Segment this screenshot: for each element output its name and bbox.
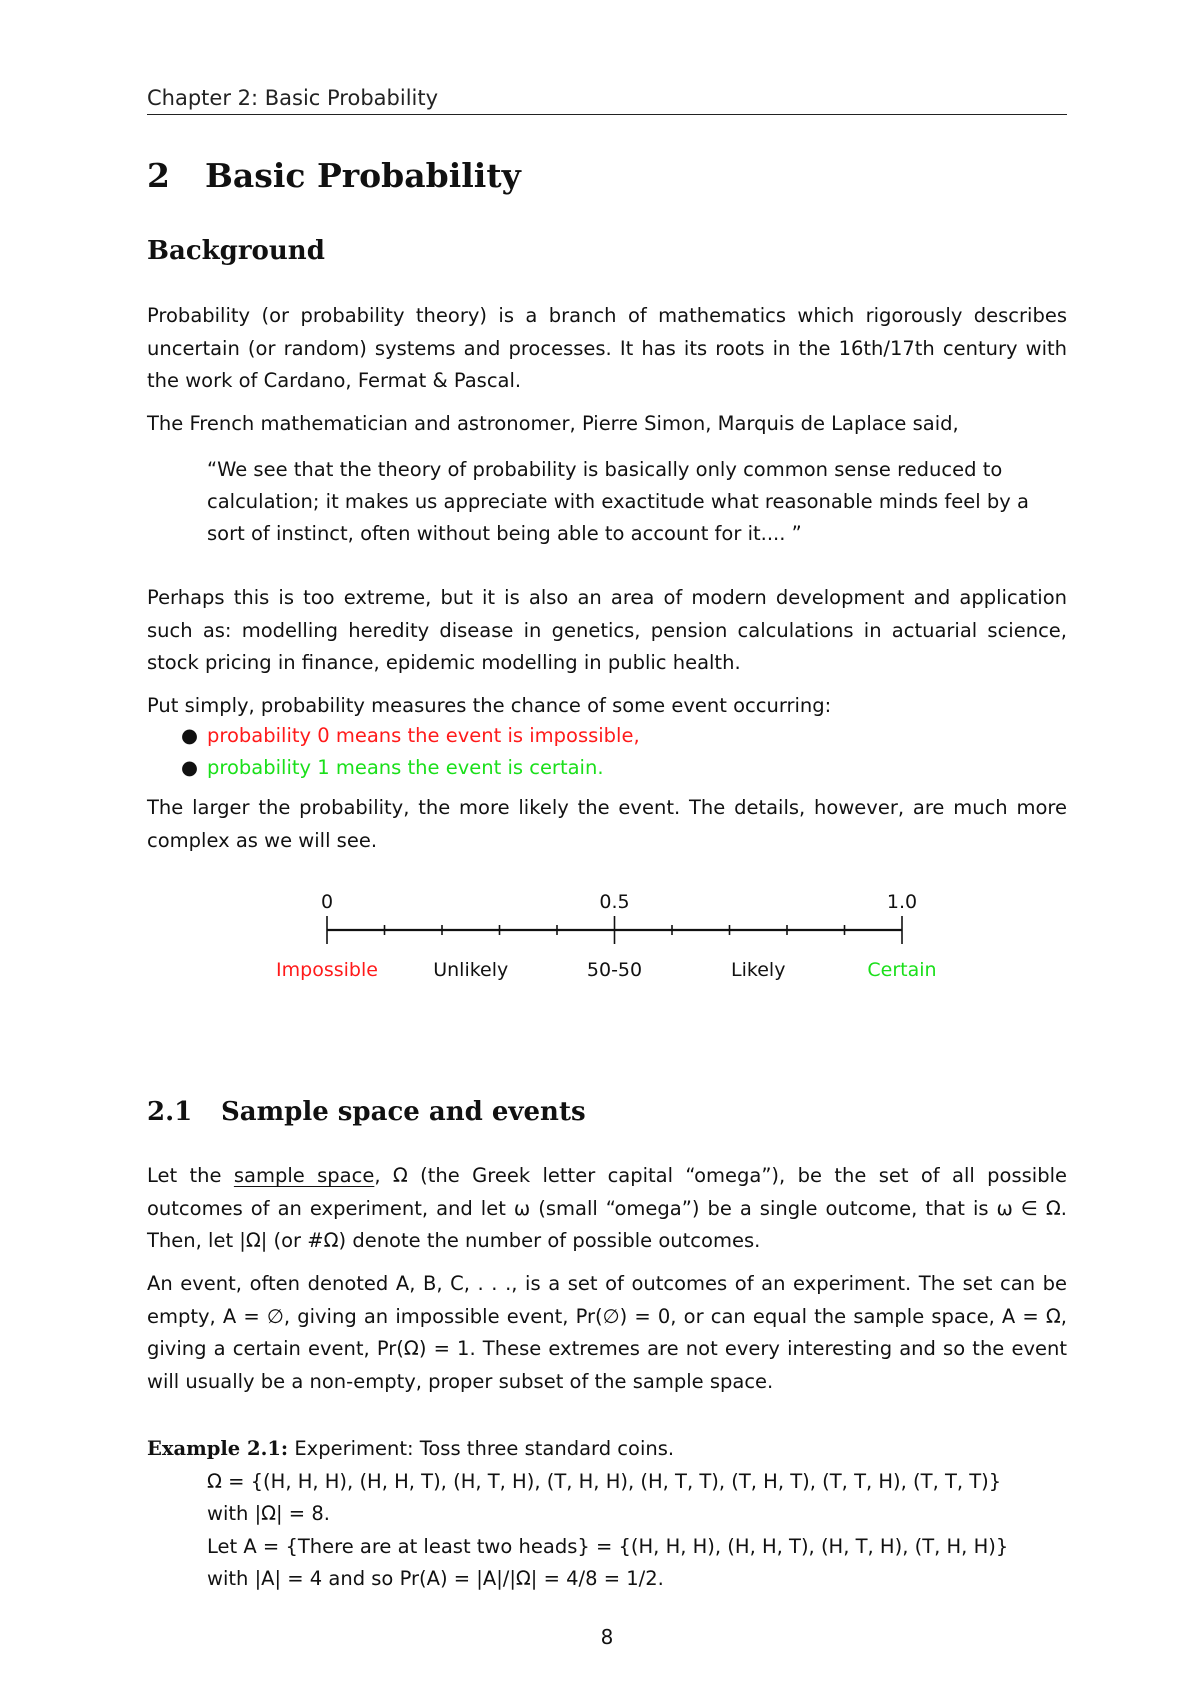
background-paragraph-4: Put simply, probability measures the chance of some event occurring: bbox=[147, 694, 832, 717]
event-paragraph: An event, often denoted A, B, C, . . ., is a set of outcomes of an experiment. The set can be empty, A = ∅, giving an impossible event, Pr(∅) = 0, or can equal the sample space, A = Ω, giving a certain event, Pr(Ω) = 1. These extremes are not every interesting and so the event will usually be a non-empty, proper subset of the sample space. bbox=[147, 1272, 1067, 1393]
background-paragraph-1: Probability (or probability theory) is a branch of mathematics which rigorously describes uncertain (or random) systems and processes. It has its roots in the 16th/17th century with the work of Cardano, Fermat & Pascal. bbox=[147, 304, 1067, 392]
scale-category-label: Unlikely bbox=[433, 959, 509, 981]
example-sample-size: with |Ω| = 8. bbox=[207, 1502, 330, 1525]
scale-category-label: Impossible bbox=[276, 959, 378, 981]
bullet-impossible: ● probability 0 means the event is impossible, bbox=[181, 724, 640, 747]
background-paragraph-5: The larger the probability, the more likely the event. The details, however, are much more complex as we will see. bbox=[147, 796, 1067, 852]
running-header: Chapter 2: Basic Probability bbox=[147, 86, 1067, 115]
section-heading bbox=[147, 1097, 586, 1127]
chapter-title: Basic Probability bbox=[205, 156, 521, 195]
scale-tick-label: 1.0 bbox=[886, 891, 918, 913]
bullet-impossible-text: probability 0 means the event is impossible, bbox=[207, 724, 640, 747]
example-event-a: Let A = {There are at least two heads} = {(H, H, H), (H, H, T), (H, T, H), (T, H, H)} bbox=[207, 1534, 1009, 1558]
probability-scale bbox=[147, 880, 1067, 990]
scale-category-label: Certain bbox=[867, 959, 937, 981]
section-title: Sample space and events bbox=[221, 1097, 586, 1127]
example-block bbox=[147, 1433, 1067, 1596]
scale-category-label: Likely bbox=[731, 959, 786, 981]
example-probability: with |A| = 4 and so Pr(A) = |A|/|Ω| = 4/8 = 1/2. bbox=[207, 1567, 664, 1590]
example-sample-space: Ω = {(H, H, H), (H, H, T), (H, T, H), (T, H, H), (H, T, T), (T, H, T), (T, T, H), (T, T, T)} bbox=[207, 1469, 1002, 1493]
example-intro: Experiment: Toss three standard coins. bbox=[294, 1437, 675, 1460]
chapter-heading bbox=[147, 156, 521, 195]
background-heading: Background bbox=[147, 236, 325, 266]
laplace-quote: “We see that the theory of probability is basically only common sense reduced to calculation; it makes us appreciate with exactitude what reasonable minds feel by a sort of instinct, often without being able to account for it.... ” bbox=[207, 458, 1029, 545]
bullet-certain-text: probability 1 means the event is certain. bbox=[207, 756, 604, 779]
sample-space-term: sample space bbox=[233, 1164, 375, 1187]
sample-space-paragraph: Let the sample space, Ω (the Greek letter capital “omega”), be the set of all possible outcomes of an experiment, and let ω (small “omega”) be a single outcome, that is ω ∈ Ω. Then, let |Ω| (or #Ω) denote the number of possible outcomes. bbox=[147, 1164, 1067, 1252]
page-number: 8 bbox=[600, 1625, 614, 1649]
scale-tick-label: 0.5 bbox=[599, 891, 630, 913]
background-paragraph-3: Perhaps this is too extreme, but it is also an area of modern development and application such as: modelling heredity disease in genetics, pension calculations in actuarial science, stock pricing in finance, epidemic modelling in public health. bbox=[147, 586, 1067, 674]
scale-tick-label: 0 bbox=[320, 891, 334, 913]
bullet-certain: ● probability 1 means the event is certain. bbox=[181, 756, 604, 779]
section-number: 2.1 bbox=[147, 1097, 193, 1127]
chapter-number: 2 bbox=[147, 156, 170, 195]
example-label: Example 2.1: bbox=[147, 1437, 289, 1460]
scale-category-label: 50-50 bbox=[586, 959, 643, 981]
background-paragraph-2: The French mathematician and astronomer, Pierre Simon, Marquis de Laplace said, bbox=[147, 412, 959, 435]
